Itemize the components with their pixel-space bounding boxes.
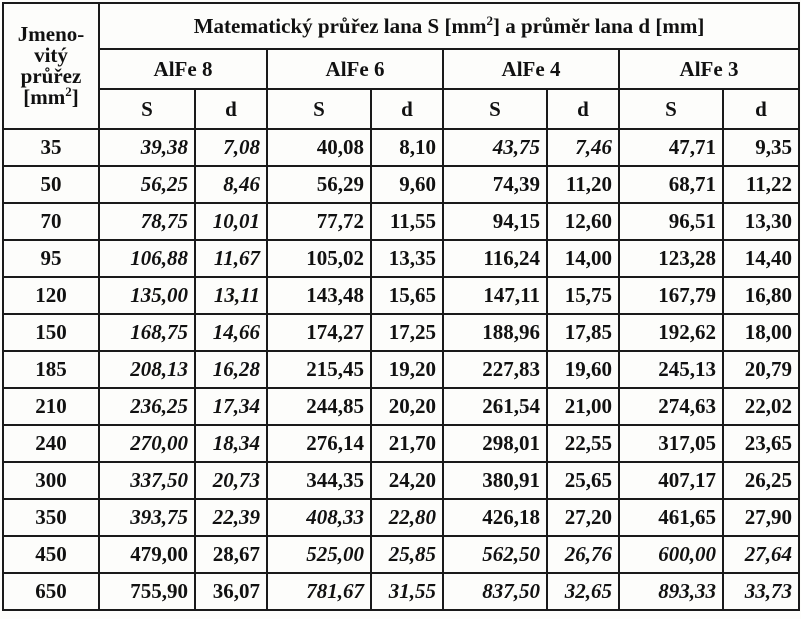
group-header-alfe4: AlFe 4 [443, 49, 619, 89]
cell-s-alfe4: 261,54 [443, 388, 547, 425]
cell-d-alfe8: 28,67 [195, 536, 267, 573]
cell-d-alfe6: 21,70 [371, 425, 443, 462]
cell-d-alfe8: 36,07 [195, 573, 267, 610]
cell-s-alfe8: 106,88 [99, 240, 195, 277]
cell-d-alfe8: 17,34 [195, 388, 267, 425]
cell-d-alfe3: 11,22 [723, 166, 799, 203]
cell-s-alfe3: 274,63 [619, 388, 723, 425]
cell-d-alfe4: 25,65 [547, 462, 619, 499]
cell-d-alfe4: 17,85 [547, 314, 619, 351]
cell-s-alfe6: 525,00 [267, 536, 371, 573]
cell-s-alfe8: 393,75 [99, 499, 195, 536]
cell-s-alfe4: 562,50 [443, 536, 547, 573]
nominal-cell: 120 [3, 277, 99, 314]
cell-s-alfe3: 68,71 [619, 166, 723, 203]
cell-d-alfe6: 25,85 [371, 536, 443, 573]
cell-d-alfe3: 33,73 [723, 573, 799, 610]
cell-s-alfe6: 77,72 [267, 203, 371, 240]
header-row-sub [3, 89, 799, 129]
cell-d-alfe8: 18,34 [195, 425, 267, 462]
cell-d-alfe3: 23,65 [723, 425, 799, 462]
cell-d-alfe6: 22,80 [371, 499, 443, 536]
cell-s-alfe3: 192,62 [619, 314, 723, 351]
cell-s-alfe3: 407,17 [619, 462, 723, 499]
cell-d-alfe8: 8,46 [195, 166, 267, 203]
nominal-cell: 240 [3, 425, 99, 462]
cell-s-alfe8: 337,50 [99, 462, 195, 499]
nominal-cell: 35 [3, 129, 99, 166]
cell-d-alfe6: 15,65 [371, 277, 443, 314]
cell-s-alfe6: 105,02 [267, 240, 371, 277]
table-title [99, 3, 799, 49]
nominal-header-unit-close: ] [71, 85, 79, 109]
nominal-cell: 450 [3, 536, 99, 573]
cell-s-alfe3: 461,65 [619, 499, 723, 536]
cell-d-alfe3: 20,79 [723, 351, 799, 388]
nominal-cell: 150 [3, 314, 99, 351]
table-title-sup: 2 [486, 12, 493, 28]
cell-s-alfe4: 147,11 [443, 277, 547, 314]
cell-s-alfe6: 215,45 [267, 351, 371, 388]
cell-d-alfe4: 7,46 [547, 129, 619, 166]
cell-d-alfe4: 21,00 [547, 388, 619, 425]
cell-d-alfe4: 14,00 [547, 240, 619, 277]
table-row [3, 573, 799, 610]
group-header-alfe3: AlFe 3 [619, 49, 799, 89]
cell-s-alfe3: 893,33 [619, 573, 723, 610]
cell-s-alfe4: 94,15 [443, 203, 547, 240]
table-row [3, 203, 799, 240]
cell-s-alfe3: 245,13 [619, 351, 723, 388]
cell-d-alfe8: 10,01 [195, 203, 267, 240]
cell-s-alfe6: 408,33 [267, 499, 371, 536]
cell-s-alfe6: 781,67 [267, 573, 371, 610]
cell-d-alfe6: 24,20 [371, 462, 443, 499]
cell-s-alfe8: 270,00 [99, 425, 195, 462]
sub-header-d: d [547, 89, 619, 129]
sub-header-s: S [619, 89, 723, 129]
cell-d-alfe6: 19,20 [371, 351, 443, 388]
nominal-cell: 650 [3, 573, 99, 610]
table-title-main: Matematický průřez lana S [mm [193, 13, 487, 38]
table-row [3, 314, 799, 351]
cell-d-alfe4: 27,20 [547, 499, 619, 536]
table-row [3, 277, 799, 314]
cell-d-alfe8: 22,39 [195, 499, 267, 536]
nominal-cell: 300 [3, 462, 99, 499]
cell-d-alfe8: 20,73 [195, 462, 267, 499]
cell-d-alfe8: 14,66 [195, 314, 267, 351]
nominal-cell: 185 [3, 351, 99, 388]
cell-d-alfe6: 17,25 [371, 314, 443, 351]
cell-d-alfe3: 14,40 [723, 240, 799, 277]
nominal-cell: 50 [3, 166, 99, 203]
cell-d-alfe3: 16,80 [723, 277, 799, 314]
table-row [3, 536, 799, 573]
cell-s-alfe6: 174,27 [267, 314, 371, 351]
cell-d-alfe3: 27,64 [723, 536, 799, 573]
cell-s-alfe3: 317,05 [619, 425, 723, 462]
cell-s-alfe8: 168,75 [99, 314, 195, 351]
cell-s-alfe8: 208,13 [99, 351, 195, 388]
cell-d-alfe8: 13,11 [195, 277, 267, 314]
nominal-header-unit-sup: 2 [65, 84, 72, 99]
cell-d-alfe6: 13,35 [371, 240, 443, 277]
cell-d-alfe6: 8,10 [371, 129, 443, 166]
table-body [3, 129, 799, 610]
cell-d-alfe3: 13,30 [723, 203, 799, 240]
cell-d-alfe8: 7,08 [195, 129, 267, 166]
cell-s-alfe8: 755,90 [99, 573, 195, 610]
cell-s-alfe8: 78,75 [99, 203, 195, 240]
table-row [3, 462, 799, 499]
cell-s-alfe6: 276,14 [267, 425, 371, 462]
cell-s-alfe3: 167,79 [619, 277, 723, 314]
nominal-header [3, 3, 99, 129]
cell-s-alfe4: 298,01 [443, 425, 547, 462]
table-row [3, 499, 799, 536]
cell-d-alfe3: 18,00 [723, 314, 799, 351]
cell-d-alfe3: 27,90 [723, 499, 799, 536]
sub-header-d: d [723, 89, 799, 129]
cell-s-alfe3: 123,28 [619, 240, 723, 277]
cell-d-alfe4: 32,65 [547, 573, 619, 610]
cell-d-alfe8: 11,67 [195, 240, 267, 277]
cell-d-alfe4: 22,55 [547, 425, 619, 462]
cell-s-alfe8: 56,25 [99, 166, 195, 203]
sub-header-s: S [267, 89, 371, 129]
table-row [3, 425, 799, 462]
table-row [3, 388, 799, 425]
cell-d-alfe4: 11,20 [547, 166, 619, 203]
header-row-groups [3, 49, 799, 89]
cell-s-alfe3: 96,51 [619, 203, 723, 240]
cable-table [2, 2, 800, 611]
table-row [3, 351, 799, 388]
header-row-title [3, 3, 799, 49]
table-title-rest: ] a průměr lana d [mm] [492, 13, 705, 38]
nominal-cell: 95 [3, 240, 99, 277]
cell-d-alfe6: 9,60 [371, 166, 443, 203]
cell-d-alfe3: 26,25 [723, 462, 799, 499]
cell-d-alfe4: 12,60 [547, 203, 619, 240]
cell-s-alfe8: 39,38 [99, 129, 195, 166]
cell-s-alfe4: 74,39 [443, 166, 547, 203]
cell-s-alfe4: 227,83 [443, 351, 547, 388]
group-header-alfe8: AlFe 8 [99, 49, 267, 89]
sub-header-s: S [443, 89, 547, 129]
table-row [3, 129, 799, 166]
cell-s-alfe3: 47,71 [619, 129, 723, 166]
cell-d-alfe6: 20,20 [371, 388, 443, 425]
cell-d-alfe4: 15,75 [547, 277, 619, 314]
cell-s-alfe8: 135,00 [99, 277, 195, 314]
nominal-header-unit-open: [mm [23, 85, 66, 109]
cell-s-alfe6: 143,48 [267, 277, 371, 314]
nominal-cell: 210 [3, 388, 99, 425]
cell-d-alfe4: 19,60 [547, 351, 619, 388]
table-row [3, 240, 799, 277]
cell-s-alfe6: 344,35 [267, 462, 371, 499]
sub-header-s: S [99, 89, 195, 129]
sub-header-d: d [195, 89, 267, 129]
cell-s-alfe6: 56,29 [267, 166, 371, 203]
cell-s-alfe4: 426,18 [443, 499, 547, 536]
nominal-cell: 350 [3, 499, 99, 536]
cell-d-alfe6: 11,55 [371, 203, 443, 240]
cell-s-alfe4: 188,96 [443, 314, 547, 351]
cell-s-alfe8: 479,00 [99, 536, 195, 573]
cell-s-alfe8: 236,25 [99, 388, 195, 425]
cell-d-alfe3: 9,35 [723, 129, 799, 166]
table-row [3, 166, 799, 203]
cell-d-alfe6: 31,55 [371, 573, 443, 610]
cell-s-alfe6: 244,85 [267, 388, 371, 425]
nominal-header-line3: průřez [20, 64, 82, 88]
nominal-header-line2: vitý [34, 43, 68, 67]
cell-s-alfe4: 380,91 [443, 462, 547, 499]
cell-d-alfe8: 16,28 [195, 351, 267, 388]
nominal-header-line1: Jmeno- [17, 22, 85, 46]
cell-s-alfe4: 837,50 [443, 573, 547, 610]
cell-s-alfe6: 40,08 [267, 129, 371, 166]
cell-d-alfe3: 22,02 [723, 388, 799, 425]
cell-d-alfe4: 26,76 [547, 536, 619, 573]
group-header-alfe6: AlFe 6 [267, 49, 443, 89]
cell-s-alfe4: 43,75 [443, 129, 547, 166]
nominal-cell: 70 [3, 203, 99, 240]
cell-s-alfe4: 116,24 [443, 240, 547, 277]
cell-s-alfe3: 600,00 [619, 536, 723, 573]
sub-header-d: d [371, 89, 443, 129]
